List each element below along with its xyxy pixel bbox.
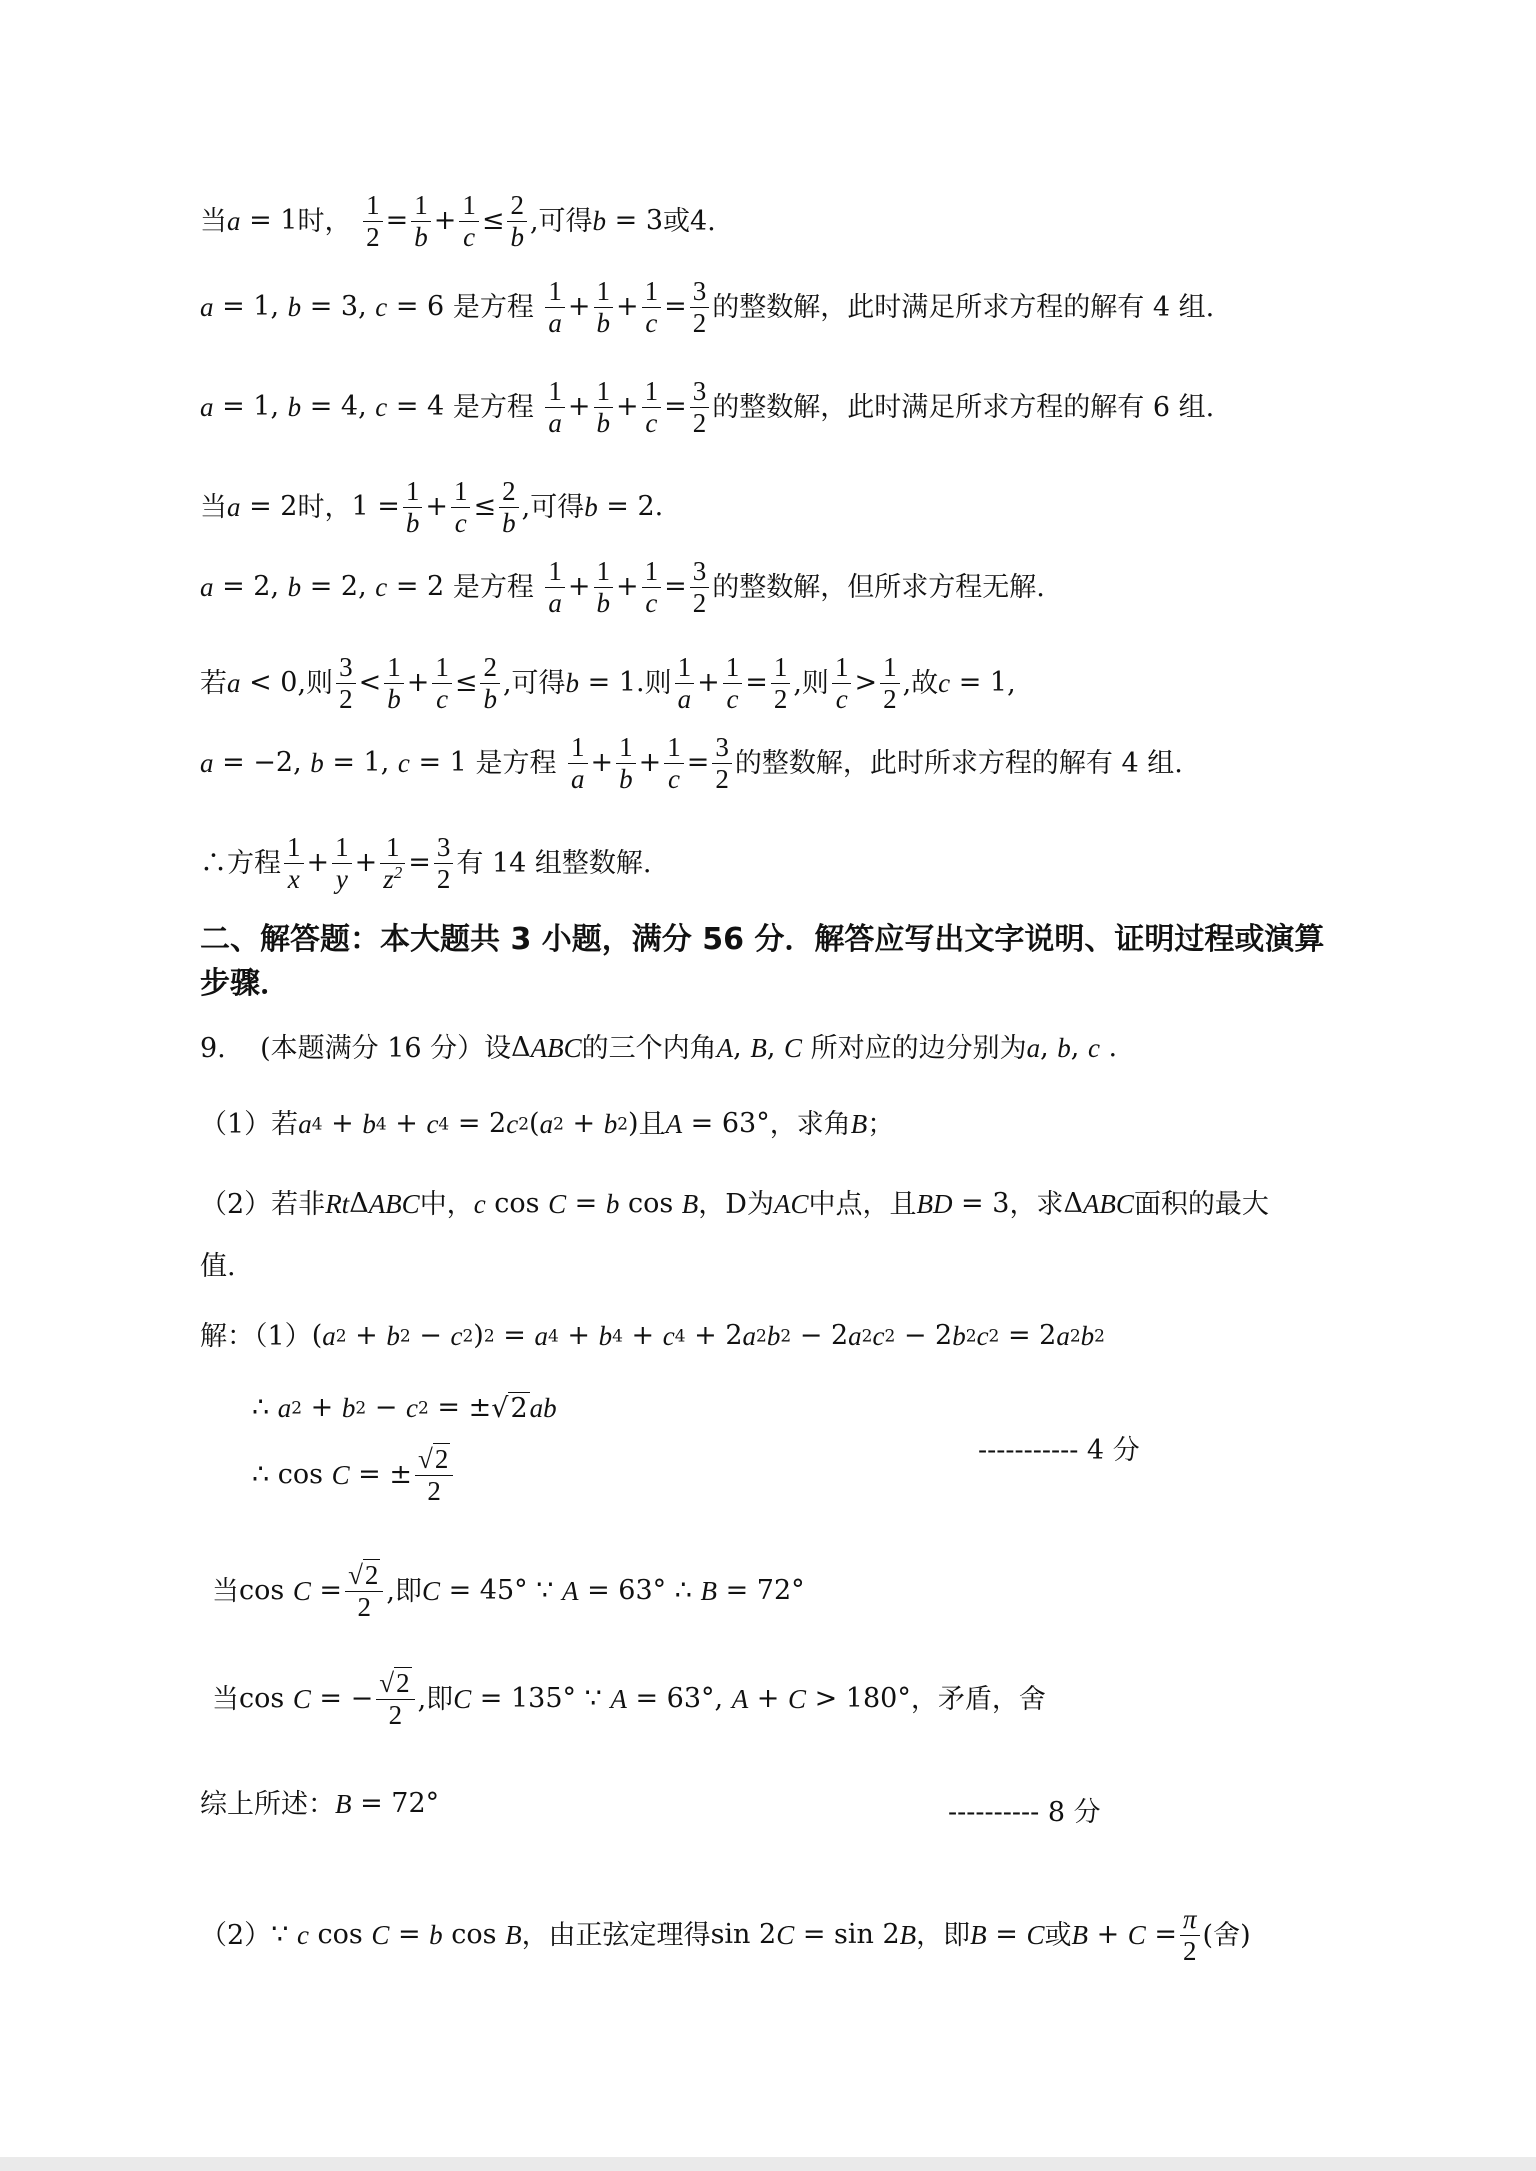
page-bottom-edge [0, 2157, 1536, 2171]
text: ,故 [902, 668, 939, 700]
text: 的整数解，此时所求方程的解有 4 组. [734, 748, 1183, 780]
text: ,即 [386, 1576, 422, 1608]
fraction: $\frac{3}{2}$ [712, 732, 732, 795]
text: ,可得 [521, 492, 585, 524]
fraction: $\frac{1}{b}$ [411, 190, 431, 253]
text: (舍) [1202, 1920, 1251, 1952]
question-9-part-1: （1）若a4 + b4 + c4 = 2c2(a2 + b2)且A = 63°，求角B； [200, 1108, 895, 1140]
fraction: $\frac{√2}{2}$ [415, 1444, 453, 1507]
fraction: $\frac{1}{a}$ [568, 732, 588, 795]
text: 当 [212, 1576, 239, 1608]
line-solution-2-2-2: a = 2, b = 2, c = 2 是方程 $\frac{1}{a}$ + $\frac{1}{b}$ + $\frac{1}{c}$ = $\frac{3}{2}$ 的整数解，但所求方程无解. [200, 556, 1045, 619]
fraction: $\frac{1}{2}$ [363, 190, 383, 253]
fraction: $\frac{1}{a}$ [545, 556, 565, 619]
text: 当 [200, 206, 227, 238]
solution-case-cos-positive: 当cos C = $\frac{√2}{2}$ ,即C = 45° ∵ A = 63° ∴ B = 72° [212, 1560, 805, 1623]
text: 的整数解，但所求方程无解. [712, 572, 1045, 604]
fraction: $\frac{3}{2}$ [434, 832, 454, 895]
text: ∴方程 [200, 848, 281, 880]
text: 且 [638, 1109, 666, 1140]
text: ，矛盾，舍 [910, 1684, 1046, 1716]
solution-step-1: 解：（1）(a2 + b2 − c2)2 = a4 + b4 + c4 + 2a2b2 − 2a2c2 − 2b2c2 = 2a2b2 [200, 1320, 1105, 1352]
text: （2） [200, 1920, 272, 1952]
text: 的整数解，此时满足所求方程的解有 6 组. [712, 392, 1215, 424]
fraction: $\frac{1}{a}$ [545, 276, 565, 339]
text: 的整数解，此时满足所求方程的解有 4 组. [712, 292, 1215, 324]
text: 若 [200, 668, 227, 700]
fraction: $\frac{1}{b}$ [384, 652, 404, 715]
text: 中点，且 [808, 1189, 917, 1220]
solution-case-cos-negative: 当cos C = − $\frac{√2}{2}$ ,即C = 135° ∵ A = 63°, A + C > 180°，矛盾，舍 [212, 1668, 1046, 1731]
solution-part-2: （2）∵ c cos C = b cos B，由正弦定理得sin 2C = sin 2B，即B = C或B + C = $\frac{\pi}{2}$ (舍) [200, 1904, 1251, 1967]
fraction: $\frac{1}{y}$ [332, 832, 352, 895]
text: ，求 [1009, 1189, 1064, 1220]
fraction: $\frac{1}{c}$ [642, 376, 662, 439]
line-a-equals-2-case: 当a = 2时，1 = $\frac{1}{b}$ + $\frac{1}{c}$ ≤ $\frac{2}{b}$ ,可得b = 2. [200, 476, 664, 539]
fraction: $\frac{1}{b}$ [594, 376, 614, 439]
text: 面积的最大 [1133, 1189, 1269, 1220]
text: ,可得 [529, 206, 593, 238]
text: 则 [644, 668, 672, 700]
text: 时， [297, 492, 352, 524]
text: ，由正弦定理得 [521, 1920, 711, 1952]
text: ； [867, 1109, 895, 1140]
fraction: $\frac{1}{c}$ [459, 190, 479, 253]
fraction: $\frac{1}{c}$ [832, 652, 852, 715]
text: , [1007, 668, 1016, 700]
fraction: $\frac{1}{b}$ [594, 276, 614, 339]
question-9-part-2-wrap [200, 1252, 236, 1280]
fraction: $\frac{1}{2}$ [771, 652, 791, 715]
score-8-points: ---------- 8 分 [948, 1797, 1101, 1828]
fraction: $\frac{1}{z^2}$ [380, 832, 405, 895]
fraction: $\frac{1}{c}$ [664, 732, 684, 795]
fraction: $\frac{1}{c}$ [451, 476, 471, 539]
text: 值. [200, 1251, 236, 1282]
fraction: $\frac{3}{2}$ [690, 376, 710, 439]
fraction: $\frac{√2}{2}$ [376, 1668, 414, 1731]
line-conclusion-14-solutions: ∴方程 $\frac{1}{x}$ + $\frac{1}{y}$ + $\frac{1}{z^2}$ = $\frac{3}{2}$ 有 14 组整数解. [200, 832, 652, 895]
fraction: $\frac{3}{2}$ [690, 556, 710, 619]
text: 的三个内角 [581, 1033, 717, 1064]
text: 有 14 组整数解. [456, 848, 652, 880]
line-solution-1-4-4: a = 1, b = 4, c = 4 是方程 $\frac{1}{a}$ + $\frac{1}{b}$ + $\frac{1}{c}$ = $\frac{3}{2}$ 的整数解，此时满足所求方程的解有 6 组. [200, 376, 1215, 439]
fraction: $\frac{1}{x}$ [284, 832, 304, 895]
text: ，求角 [769, 1109, 851, 1140]
fraction: $\frac{2}{b}$ [507, 190, 527, 253]
question-number: 9. [200, 1033, 226, 1064]
fraction: $\frac{1}{b}$ [616, 732, 636, 795]
score-4-points: ----------- 4 分 [978, 1435, 1140, 1466]
text: ,则 [793, 668, 829, 700]
fraction: $\frac{1}{c}$ [723, 652, 743, 715]
fraction: $\frac{1}{c}$ [642, 556, 662, 619]
fraction: $\frac{1}{a}$ [545, 376, 565, 439]
line-solution-neg2-1-1: a = −2, b = 1, c = 1 是方程 $\frac{1}{a}$ + $\frac{1}{b}$ + $\frac{1}{c}$ = $\frac{3}{2}$ 的整数解，此时所求方程的解有 4 组. [200, 732, 1183, 795]
fraction: $\frac{1}{2}$ [880, 652, 900, 715]
line-a-negative-case: 若a < 0,则 $\frac{3}{2}$ < $\frac{1}{b}$ + $\frac{1}{c}$ ≤ $\frac{2}{b}$ ,可得b = 1.则 $\frac{1}{a}$ + $\frac{1}{c}$ = $\frac{1}{2}$ ,则 $\frac{1}{c}$ > $\frac{1}{2}$ ,故c = 1, [200, 652, 1016, 715]
solution-summary: 综上所述：B = 72° [200, 1788, 440, 1820]
section-heading: 二、解答题：本大题共 3 小题，满分 56 分．解答应写出文字说明、证明过程或演算步骤． [200, 922, 1325, 1001]
text: 综上所述： [200, 1789, 335, 1820]
sqrt: √2 [491, 1393, 528, 1424]
line-solution-1-3-6: a = 1, b = 3, c = 6 是方程 $\frac{1}{a}$ + $\frac{1}{b}$ + $\frac{1}{c}$ = $\frac{3}{2}$ 的整数解，此时满足所求方程的解有 4 组. [200, 276, 1215, 339]
question-9-intro: 9. (本题满分 16 分）设ΔABC的三个内角A, B, C 所对应的边分别为a, b, c . [200, 1032, 1118, 1064]
fraction: $\frac{3}{2}$ [690, 276, 710, 339]
fraction: $\frac{1}{b}$ [403, 476, 423, 539]
line-a-equals-1-case: 当a = 1时， $\frac{1}{2}$ = $\frac{1}{b}$ + $\frac{1}{c}$ ≤ $\frac{2}{b}$ ,可得b = 3或4. [200, 190, 716, 253]
text: 当 [212, 1684, 239, 1716]
fraction: $\frac{1}{b}$ [594, 556, 614, 619]
text: ,可得 [502, 668, 566, 700]
text: ，D为 [698, 1189, 774, 1220]
text: ,即 [417, 1684, 454, 1716]
fraction: $\frac{1}{c}$ [432, 652, 452, 715]
fraction: $\frac{3}{2}$ [336, 652, 356, 715]
text: 中， [419, 1189, 474, 1220]
text: (本题满分 16 分）设 [260, 1033, 512, 1064]
text: 是方程 [452, 392, 534, 424]
fraction: $\frac{1}{c}$ [642, 276, 662, 339]
text: 解：（1） [200, 1321, 312, 1352]
text: 或4. [663, 206, 716, 238]
text: （2）若非 [200, 1189, 326, 1220]
text: 当 [200, 492, 227, 524]
fraction: $\frac{\pi}{2}$ [1180, 1904, 1200, 1967]
fraction: $\frac{2}{b}$ [499, 476, 519, 539]
text: 时， [297, 206, 352, 238]
text: 是方程 [452, 572, 534, 604]
text: ，即 [916, 1920, 971, 1952]
text: 是方程 [475, 748, 557, 780]
text: 所对应的边分别为 [810, 1033, 1027, 1064]
fraction: $\frac{√2}{2}$ [345, 1560, 383, 1623]
text: ,则 [297, 668, 334, 700]
text: 是方程 [452, 292, 534, 324]
text: 或 [1044, 1920, 1072, 1952]
solution-step-2: ∴ a2 + b2 − c2 = ±√2ab [252, 1392, 557, 1424]
question-9-part-2: （2）若非RtΔABC中，c cos C = b cos B，D为AC中点，且BD = 3，求ΔABC面积的最大 [200, 1188, 1269, 1220]
fraction: $\frac{2}{b}$ [480, 652, 500, 715]
solution-step-3: ∴ cos C = ± $\frac{√2}{2}$ [252, 1444, 456, 1507]
fraction: $\frac{1}{a}$ [675, 652, 695, 715]
text: （1）若 [200, 1109, 299, 1140]
